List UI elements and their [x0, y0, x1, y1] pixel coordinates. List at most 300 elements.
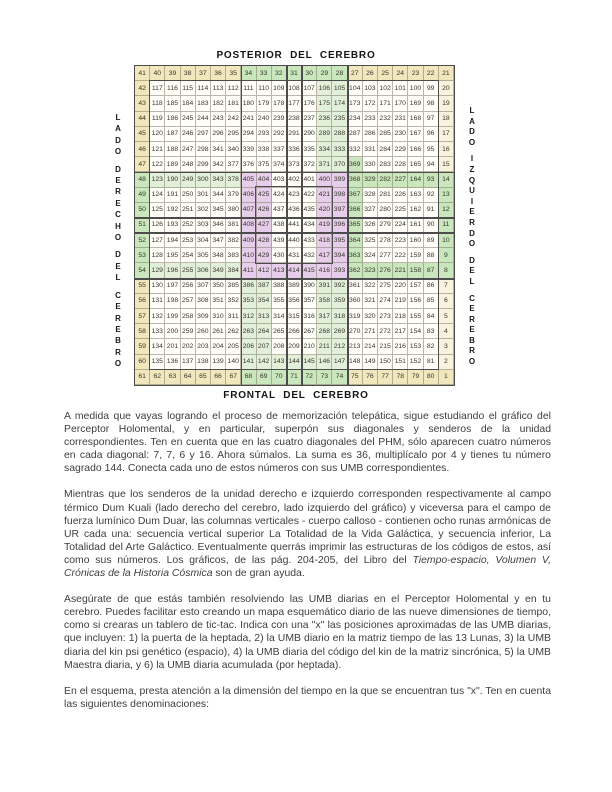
grid-cell: 253: [181, 233, 196, 248]
grid-cell: 277: [378, 248, 393, 263]
grid-cell: 154: [408, 324, 423, 339]
grid-cell: 384: [226, 263, 241, 278]
grid-cell: 165: [408, 157, 423, 172]
grid-cell: 364: [348, 233, 363, 248]
grid-cell: 18: [439, 112, 454, 127]
grid-cell: 125: [150, 203, 165, 218]
grid-cell: 361: [348, 279, 363, 294]
grid-cell: 329: [363, 172, 378, 187]
grid-cell: 27: [348, 66, 363, 81]
grid-cell: 146: [317, 355, 332, 370]
grid-cell: 159: [408, 248, 423, 263]
grid-cell: 303: [196, 218, 211, 233]
grid-cell: 383: [226, 248, 241, 263]
grid-cell: 321: [363, 294, 378, 309]
grid-cell: 186: [165, 112, 180, 127]
grid-cell: 25: [378, 66, 393, 81]
grid-cell: 106: [317, 81, 332, 96]
grid-cell: 365: [348, 218, 363, 233]
grid-cell: 290: [302, 127, 317, 142]
grid-cell: 90: [424, 218, 439, 233]
paragraph-4: En el esquema, presta atención a la dimensión del tiempo en la que se encuentran tus "x". Ten en cuenta las siguientes denominaciones:: [64, 685, 551, 710]
grid-cell: 410: [241, 248, 256, 263]
grid-cell: 362: [348, 263, 363, 278]
grid-cell: 204: [211, 339, 226, 354]
grid-cell: 390: [302, 279, 317, 294]
grid-cell: 170: [393, 96, 408, 111]
grid-cell: 3: [439, 339, 454, 354]
grid-cell: 72: [302, 370, 317, 385]
grid-cell: 344: [211, 188, 226, 203]
grid-cell: 284: [378, 142, 393, 157]
paragraph-1: A medida que vayas logrando el proceso de memorización telepática, sigue estudiando el gráfico del Perceptor Holomental, y en particular, superpón sus diagonales y senderos de la unidad correspondientes. Ten en cuenta que en las cuatro diagonales del PHM, sólo aparecen cuatro números en cada diagonal: 7, 7, 6 y 16. Ahora súmalos. La suma es 36, multiplícalo por 4 y tienes tu número sagrado 144. Conecta cada uno de estos números con sus UMB correspondientes.: [64, 411, 551, 475]
grid-cell: 66: [211, 370, 226, 385]
grid-cell: 276: [378, 263, 393, 278]
grid-cell: 292: [272, 127, 287, 142]
grid-cell: 352: [226, 294, 241, 309]
grid-cell: 250: [181, 188, 196, 203]
grid-cell: 408: [241, 218, 256, 233]
grid-cell: 278: [378, 233, 393, 248]
grid-cell: 150: [378, 355, 393, 370]
grid-cell: 185: [165, 96, 180, 111]
grid-cell: 195: [165, 248, 180, 263]
grid-cell: 387: [257, 279, 272, 294]
grid-cell: 243: [211, 112, 226, 127]
grid-cell: 302: [196, 203, 211, 218]
grid-cell: 339: [241, 142, 256, 157]
grid-cell: 187: [165, 127, 180, 142]
grid-cell: 21: [439, 66, 454, 81]
grid-cell: 335: [302, 142, 317, 157]
grid-cell: 294: [241, 127, 256, 142]
chart-label-lado-derecho: [110, 112, 126, 376]
grid-cell: 320: [363, 309, 378, 324]
grid-cell: 338: [257, 142, 272, 157]
grid-cell: 221: [393, 263, 408, 278]
grid-cell: 417: [317, 248, 332, 263]
grid-cell: 416: [317, 263, 332, 278]
grid-cell: 437: [272, 203, 287, 218]
grid-cell: 62: [150, 370, 165, 385]
grid-cell: 288: [332, 127, 347, 142]
paragraph-3: Asegúrate de que estás también resolviendo las UMB diarias en el Perceptor Holomental y en tu cerebro. Puedes facilitar esto creando un mapa esquemático diario de las nueve dimensiones de tiempo, como si crearas un tablero de tic-tac. Indica con una "x" las posiciones aproximadas de las UMB diarias, que incluyen: 1) la puerta de la heptada, 2) la UMB diario en la matriz tiempo de las 13 Lunas, 3) la UMB diaria del kin psi genético (espacio), 4) la UMB diaria del código del kin de la matriz sincrónica, 5) la UMB Maestra diaria, y 6) la UMB diaria acumulada (por heptada).: [64, 594, 551, 671]
grid-cell: 334: [317, 142, 332, 157]
grid-cell: 83: [424, 324, 439, 339]
grid-cell: 130: [150, 279, 165, 294]
grid-cell: 363: [348, 248, 363, 263]
grid-cell: 120: [150, 127, 165, 142]
grid-cell: 211: [317, 339, 332, 354]
grid-cell: 198: [165, 294, 180, 309]
grid-cell: 313: [257, 309, 272, 324]
grid-cell: 163: [408, 188, 423, 203]
grid-cell: 16: [439, 142, 454, 157]
grid-cell: 353: [241, 294, 256, 309]
grid-cell: 184: [181, 96, 196, 111]
grid-cell: 324: [363, 248, 378, 263]
grid-cell: 183: [196, 96, 211, 111]
grid-cell: 297: [196, 127, 211, 142]
grid-cell: 162: [408, 203, 423, 218]
grid-cell: 55: [135, 279, 150, 294]
grid-cell: 103: [363, 81, 378, 96]
grid-cell: 394: [332, 248, 347, 263]
grid-cell: 413: [272, 263, 287, 278]
grid-cell: 182: [211, 96, 226, 111]
grid-cell: 206: [241, 339, 256, 354]
grid-cell: 68: [241, 370, 256, 385]
grid-cell: 393: [332, 263, 347, 278]
grid-cell: 259: [181, 324, 196, 339]
grid-cell: 247: [181, 142, 196, 157]
grid-cell: 374: [272, 157, 287, 172]
body-text: [64, 410, 551, 724]
grid-cell: 375: [257, 157, 272, 172]
grid-cell: 260: [196, 324, 211, 339]
grid-cell: 142: [257, 355, 272, 370]
phm-grid: [135, 66, 454, 385]
grid-cell: 330: [363, 157, 378, 172]
grid-cell: 269: [332, 324, 347, 339]
grid-cell: 395: [332, 233, 347, 248]
grid-cell: 69: [257, 370, 272, 385]
grid-cell: 427: [257, 218, 272, 233]
grid-cell: 218: [393, 309, 408, 324]
grid-cell: 171: [378, 96, 393, 111]
grid-cell: 109: [272, 81, 287, 96]
grid-cell: 231: [393, 112, 408, 127]
grid-cell: 200: [165, 324, 180, 339]
grid-cell: 377: [226, 157, 241, 172]
grid-cell: 175: [317, 96, 332, 111]
grid-cell: 126: [150, 218, 165, 233]
grid-cell: 139: [211, 355, 226, 370]
grid-cell: 216: [393, 339, 408, 354]
grid-cell: 234: [348, 112, 363, 127]
grid-cell: 299: [196, 157, 211, 172]
grid-cell: 272: [378, 324, 393, 339]
grid-cell: 300: [196, 172, 211, 187]
grid-cell: 37: [196, 66, 211, 81]
grid-cell: 241: [241, 112, 256, 127]
grid-cell: 289: [317, 127, 332, 142]
grid-cell: 222: [393, 248, 408, 263]
grid-cell: 237: [302, 112, 317, 127]
grid-cell: 123: [150, 172, 165, 187]
grid-cell: 350: [211, 279, 226, 294]
grid-cell: 323: [363, 263, 378, 278]
grid-cell: 133: [150, 324, 165, 339]
grid-cell: 246: [181, 127, 196, 142]
grid-cell: 421: [317, 188, 332, 203]
grid-cell: 82: [424, 339, 439, 354]
grid-cell: 57: [135, 309, 150, 324]
grid-cell: 440: [287, 233, 302, 248]
grid-cell: 92: [424, 188, 439, 203]
grid-cell: 244: [196, 112, 211, 127]
grid-cell: 265: [272, 324, 287, 339]
grid-cell: 424: [272, 188, 287, 203]
grid-cell: 317: [317, 309, 332, 324]
grid-cell: 270: [348, 324, 363, 339]
grid-cell: 423: [287, 188, 302, 203]
grid-cell: 275: [378, 279, 393, 294]
grid-cell: 191: [165, 188, 180, 203]
grid-cell: 89: [424, 233, 439, 248]
grid-cell: 402: [287, 172, 302, 187]
grid-cell: 340: [226, 142, 241, 157]
grid-cell: 368: [348, 172, 363, 187]
grid-cell: 100: [408, 81, 423, 96]
grid-cell: 158: [408, 263, 423, 278]
grid-cell: 214: [363, 339, 378, 354]
grid-cell: 226: [393, 188, 408, 203]
vertical-label-word: C E R E B R O: [114, 290, 122, 369]
grid-cell: 199: [165, 309, 180, 324]
grid-cell: 81: [424, 355, 439, 370]
grid-cell: 378: [226, 172, 241, 187]
paragraph-2-end: son de gran ayuda.: [212, 568, 305, 580]
grid-cell: 438: [272, 218, 287, 233]
grid-cell: 11: [439, 218, 454, 233]
grid-cell: 271: [363, 324, 378, 339]
grid-cell: 397: [332, 203, 347, 218]
grid-cell: 6: [439, 294, 454, 309]
grid-cell: 328: [363, 188, 378, 203]
grid-cell: 28: [332, 66, 347, 81]
grid-cell: 76: [363, 370, 378, 385]
grid-cell: 396: [332, 218, 347, 233]
vertical-label-word: D E L: [469, 255, 475, 286]
grid-cell: 388: [272, 279, 287, 294]
grid-cell: 79: [408, 370, 423, 385]
grid-cell: 379: [226, 188, 241, 203]
grid-cell: 310: [211, 309, 226, 324]
grid-cell: 315: [287, 309, 302, 324]
grid-cell: 343: [211, 172, 226, 187]
grid-cell: 113: [211, 81, 226, 96]
grid-cell: 153: [408, 339, 423, 354]
grid-cell: 144: [287, 355, 302, 370]
grid-cell: 380: [226, 203, 241, 218]
grid-cell: 128: [150, 248, 165, 263]
grid-cell: 77: [378, 370, 393, 385]
grid-cell: 355: [272, 294, 287, 309]
grid-cell: 78: [393, 370, 408, 385]
grid-cell: 371: [317, 157, 332, 172]
grid-cell: 15: [439, 157, 454, 172]
grid-cell: 12: [439, 203, 454, 218]
grid-cell: 143: [272, 355, 287, 370]
grid-cell: 114: [196, 81, 211, 96]
grid-cell: 431: [287, 248, 302, 263]
grid-cell: 225: [393, 203, 408, 218]
grid-cell: 160: [408, 233, 423, 248]
grid-cell: 295: [226, 127, 241, 142]
vertical-label-word: L A D O: [468, 106, 476, 147]
grid-cell: 285: [378, 127, 393, 142]
grid-cell: 134: [150, 339, 165, 354]
grid-cell: 172: [363, 96, 378, 111]
grid-cell: 434: [302, 218, 317, 233]
grid-cell: 286: [363, 127, 378, 142]
grid-cell: 326: [363, 218, 378, 233]
grid-cell: 51: [135, 218, 150, 233]
grid-cell: 331: [363, 142, 378, 157]
grid-cell: 279: [378, 218, 393, 233]
grid-cell: 373: [287, 157, 302, 172]
grid-cell: 336: [287, 142, 302, 157]
grid-cell: 219: [393, 294, 408, 309]
grid-cell: 91: [424, 203, 439, 218]
grid-cell: 17: [439, 127, 454, 142]
grid-cell: 311: [226, 309, 241, 324]
grid-cell: 414: [287, 263, 302, 278]
grid-cell: 248: [181, 157, 196, 172]
grid-cell: 228: [393, 157, 408, 172]
grid-cell: 112: [226, 81, 241, 96]
grid-cell: 280: [378, 203, 393, 218]
grid-cell: 87: [424, 263, 439, 278]
grid-cell: 267: [302, 324, 317, 339]
vertical-label-word: L A D O: [114, 113, 122, 157]
grid-cell: 406: [241, 188, 256, 203]
grid-cell: 138: [196, 355, 211, 370]
grid-cell: 121: [150, 142, 165, 157]
paragraph-2-book-title: Tiempo-espacio, Volumen V, Crónicas de la Historia Cósmica: [64, 554, 551, 580]
grid-cell: 308: [196, 294, 211, 309]
grid-cell: 252: [181, 218, 196, 233]
grid-cell: 117: [150, 81, 165, 96]
grid-cell: 61: [135, 370, 150, 385]
grid-cell: 274: [378, 294, 393, 309]
grid-cell: 152: [408, 355, 423, 370]
grid-cell: 301: [196, 188, 211, 203]
grid-cell: 369: [348, 157, 363, 172]
phm-chart: [134, 65, 455, 386]
grid-cell: 422: [302, 188, 317, 203]
grid-cell: 157: [408, 279, 423, 294]
grid-cell: 425: [257, 188, 272, 203]
grid-cell: 131: [150, 294, 165, 309]
chart-label-lado-izquierdo: [464, 106, 480, 374]
grid-cell: 435: [302, 203, 317, 218]
grid-cell: 22: [424, 66, 439, 81]
grid-cell: 50: [135, 203, 150, 218]
grid-cell: 342: [211, 157, 226, 172]
grid-cell: 429: [257, 248, 272, 263]
grid-cell: 129: [150, 263, 165, 278]
grid-cell: 116: [165, 81, 180, 96]
grid-cell: 151: [393, 355, 408, 370]
grid-cell: 38: [181, 66, 196, 81]
grid-cell: 49: [135, 188, 150, 203]
grid-cell: 164: [408, 172, 423, 187]
grid-cell: 60: [135, 355, 150, 370]
grid-cell: 236: [317, 112, 332, 127]
grid-cell: 419: [317, 218, 332, 233]
grid-cell: 233: [363, 112, 378, 127]
grid-cell: 192: [165, 203, 180, 218]
grid-cell: 149: [363, 355, 378, 370]
grid-cell: 23: [408, 66, 423, 81]
grid-cell: 52: [135, 233, 150, 248]
grid-cell: 232: [378, 112, 393, 127]
grid-cell: 205: [226, 339, 241, 354]
grid-cell: 305: [196, 248, 211, 263]
grid-cell: 88: [424, 248, 439, 263]
grid-cell: 210: [302, 339, 317, 354]
grid-cell: 298: [196, 142, 211, 157]
grid-cell: 39: [165, 66, 180, 81]
grid-cell: 156: [408, 294, 423, 309]
grid-cell: 80: [424, 370, 439, 385]
grid-cell: 415: [302, 263, 317, 278]
grid-cell: 357: [302, 294, 317, 309]
grid-cell: 381: [226, 218, 241, 233]
chart-title-posterior: POSTERIOR DEL CEREBRO: [216, 50, 376, 61]
grid-cell: 201: [165, 339, 180, 354]
grid-cell: 296: [211, 127, 226, 142]
grid-cell: 345: [211, 203, 226, 218]
grid-cell: 65: [196, 370, 211, 385]
grid-cell: 85: [424, 294, 439, 309]
grid-cell: 262: [226, 324, 241, 339]
grid-cell: 94: [424, 157, 439, 172]
grid-cell: 268: [317, 324, 332, 339]
grid-cell: 399: [332, 172, 347, 187]
grid-cell: 190: [165, 172, 180, 187]
grid-cell: 351: [211, 294, 226, 309]
grid-cell: 281: [378, 188, 393, 203]
grid-cell: 256: [181, 279, 196, 294]
grid-cell: 110: [257, 81, 272, 96]
grid-cell: 385: [226, 279, 241, 294]
grid-cell: 428: [257, 233, 272, 248]
grid-cell: 213: [348, 339, 363, 354]
grid-cell: 132: [150, 309, 165, 324]
grid-cell: 426: [257, 203, 272, 218]
grid-cell: 404: [257, 172, 272, 187]
grid-cell: 10: [439, 233, 454, 248]
grid-cell: 24: [393, 66, 408, 81]
grid-cell: 348: [211, 248, 226, 263]
grid-cell: 264: [257, 324, 272, 339]
grid-cell: 255: [181, 263, 196, 278]
grid-cell: 86: [424, 279, 439, 294]
grid-cell: 439: [272, 233, 287, 248]
grid-cell: 245: [181, 112, 196, 127]
grid-cell: 194: [165, 233, 180, 248]
grid-cell: 20: [439, 81, 454, 96]
grid-cell: 179: [257, 96, 272, 111]
grid-cell: 7: [439, 279, 454, 294]
grid-cell: 409: [241, 233, 256, 248]
grid-cell: 432: [302, 248, 317, 263]
grid-cell: 141: [241, 355, 256, 370]
grid-cell: 145: [302, 355, 317, 370]
grid-cell: 127: [150, 233, 165, 248]
grid-cell: 155: [408, 309, 423, 324]
grid-cell: 166: [408, 142, 423, 157]
grid-cell: 412: [257, 263, 272, 278]
grid-cell: 283: [378, 157, 393, 172]
grid-cell: 14: [439, 172, 454, 187]
grid-cell: 137: [181, 355, 196, 370]
grid-cell: 124: [150, 188, 165, 203]
grid-cell: 212: [332, 339, 347, 354]
